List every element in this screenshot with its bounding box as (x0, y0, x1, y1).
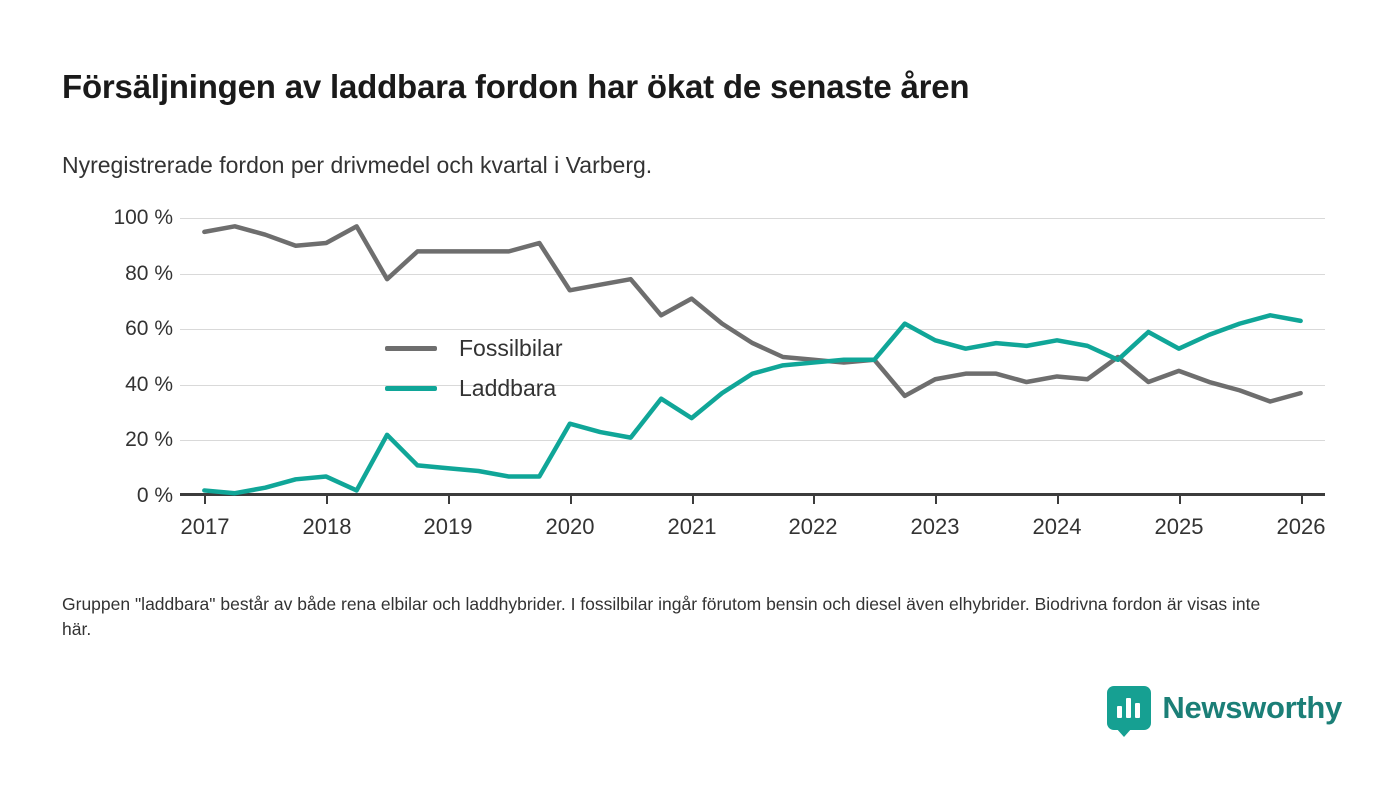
chart-footnote: Gruppen "laddbara" består av både rena elbilar och laddhybrider. I fossilbilar ingår förutom bensin och diesel även elhybrider. Biodrivna fordon är visas inte här. (62, 594, 1261, 640)
page-subtitle: Nyregistrerade fordon per drivmedel och kvartal i Varberg. (62, 152, 653, 178)
x-tick-label-2025: 2025 (1154, 514, 1204, 539)
series-lines (180, 218, 1325, 496)
brand-logo (1107, 686, 1342, 730)
x-tickmark-2021 (692, 496, 694, 504)
page-title: Försäljningen av laddbara fordon har ökat de senaste åren (62, 68, 970, 105)
x-tickmark-2019 (448, 496, 450, 504)
legend-swatch-fossilbilar (385, 346, 437, 351)
x-tickmark-2024 (1057, 496, 1059, 504)
logo-bar-3 (1135, 703, 1140, 718)
y-tick-label-40: 40 % (125, 372, 173, 396)
x-tickmark-2018 (326, 496, 328, 504)
plot-area (113, 206, 1326, 539)
x-tickmark-2017 (204, 496, 206, 504)
x-tickmark-2026 (1301, 496, 1303, 504)
x-tick-label-2023: 2023 (910, 514, 960, 539)
x-tick-label-2024: 2024 (1032, 514, 1082, 539)
x-tick-label-2018: 2018 (302, 514, 352, 539)
bar-chart-bubble-icon (1107, 686, 1151, 730)
x-tick-label-2020: 2020 (545, 514, 595, 539)
x-tick-label-2022: 2022 (788, 514, 838, 539)
x-tickmark-2025 (1179, 496, 1181, 504)
logo-bar-2 (1126, 698, 1131, 718)
y-tick-label-60: 60 % (125, 317, 173, 341)
legend-label-laddbara: Laddbara (459, 374, 557, 401)
x-tick-label-2017: 2017 (180, 514, 230, 539)
x-tickmark-2022 (813, 496, 815, 504)
y-tick-label-80: 80 % (125, 261, 173, 285)
x-tick-label-2019: 2019 (423, 514, 473, 539)
chart-container (62, 205, 1342, 545)
legend-label-fossilbilar: Fossilbilar (459, 334, 563, 361)
y-tick-label-0: 0 % (136, 484, 173, 507)
x-tick-label-2021: 2021 (667, 514, 717, 539)
brand-name: Newsworthy (1162, 690, 1342, 725)
y-tick-label-100: 100 % (113, 206, 173, 229)
x-tickmark-2020 (570, 496, 572, 504)
legend-item-fossilbilar (385, 328, 563, 368)
x-tick-label-2026: 2026 (1276, 514, 1326, 539)
chart-legend (385, 328, 563, 408)
x-tickmark-2023 (935, 496, 937, 504)
legend-item-laddbara (385, 368, 563, 408)
logo-bar-1 (1117, 706, 1122, 718)
y-tick-label-20: 20 % (125, 428, 173, 452)
legend-swatch-laddbara (385, 386, 437, 391)
